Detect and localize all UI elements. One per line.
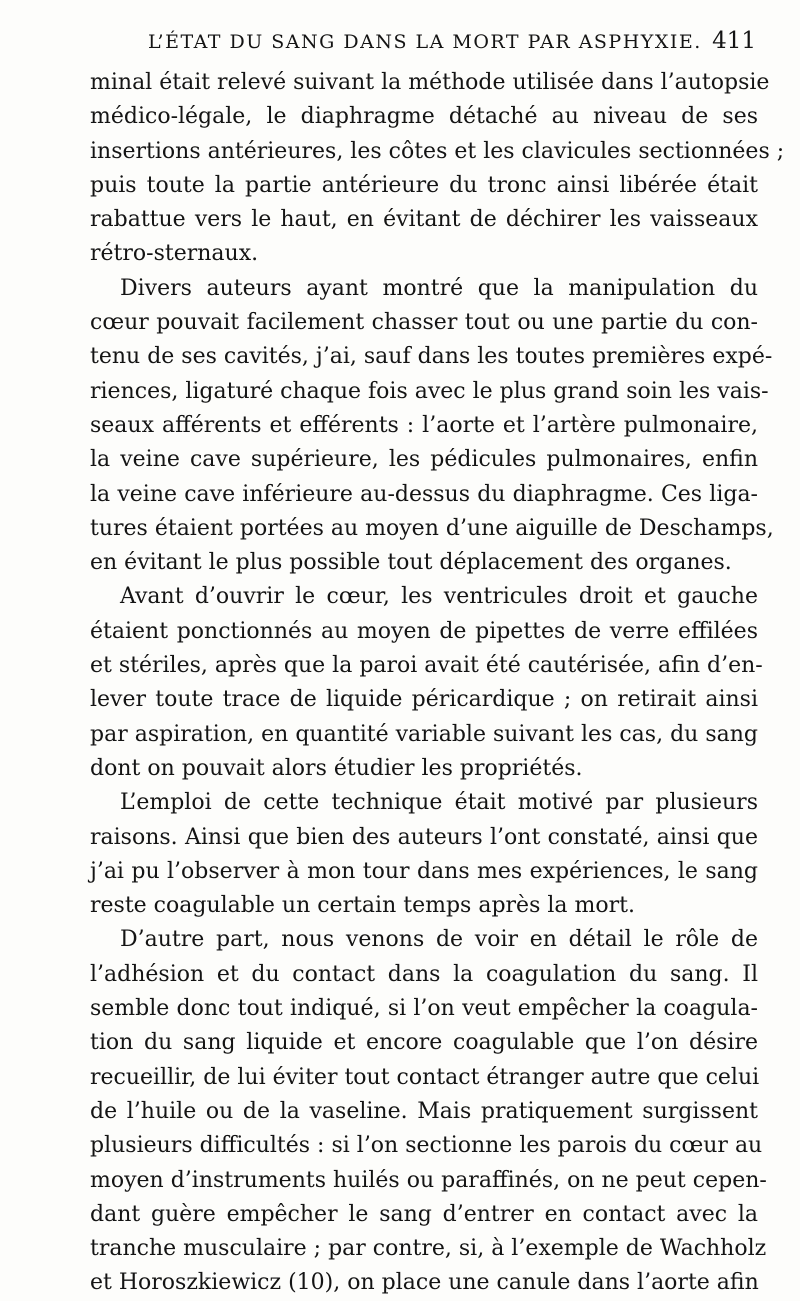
text-line: insertions antérieures, les côtes et les clavicules sectionnées ; (90, 138, 785, 164)
text-line: tranche musculaire ; par contre, si, à l’exemple de Wachholz (90, 1236, 767, 1262)
text-line: recueillir, de lui éviter tout contact étranger autre que celui (90, 1064, 760, 1090)
text-line: médico-légale, le diaphragme détaché au niveau de ses (90, 104, 758, 130)
text-line: Avant d’ouvrir le cœur, les ventricules droit et gauche (120, 584, 758, 610)
paragraph (90, 923, 767, 1300)
text-line: seaux afférents et efférents : l’aorte et l’artère pulmonaire, (90, 412, 758, 438)
text-line: et stériles, après que la paroi avait été cautérisée, afin d’en- (90, 653, 763, 679)
text-line: tures étaient portées au moyen d’une aiguille de Deschamps, (90, 515, 774, 541)
paragraph (90, 272, 774, 581)
text-line: rabattue vers le haut, en évitant de déchirer les vaisseaux (90, 207, 758, 233)
text-line: dant guère empêcher le sang d’entrer en contact avec la (90, 1201, 758, 1227)
text-line: cœur pouvait facilement chasser tout ou une partie du con- (90, 310, 758, 336)
text-line: la veine cave inférieure au-dessus du diaphragme. Ces liga- (90, 481, 758, 507)
text-line: raisons. Ainsi que bien des auteurs l’ont constaté, ainsi que (90, 824, 758, 850)
text-line: L’emploi de cette technique était motivé par plusieurs (120, 790, 758, 816)
text-line: tenu de ses cavités, j’ai, sauf dans les toutes premières expé- (90, 344, 773, 370)
text-line: étaient ponctionnés au moyen de pipettes de verre effilées (90, 618, 758, 644)
text-line: minal était relevé suivant la méthode utilisée dans l’autopsie (90, 70, 770, 95)
page-number: 411 (712, 28, 756, 54)
text-line: la veine cave supérieure, les pédicules pulmonaires, enfin (90, 447, 758, 473)
text-line: par aspiration, en quantité variable suivant les cas, du sang (90, 721, 758, 747)
text-line: en évitant le plus possible tout déplacement des organes. (90, 550, 732, 576)
paragraph (90, 66, 785, 272)
text-line: plusieurs difficultés : si l’on sectionne les parois du cœur au (90, 1133, 763, 1159)
paragraph (90, 580, 763, 786)
text-line: de l’huile ou de la vaseline. Mais pratiquement surgissent (90, 1098, 758, 1124)
body-text (90, 66, 785, 1301)
text-line: j’ai pu l’observer à mon tour dans mes expériences, le sang (90, 858, 758, 884)
text-line: l’adhésion et du contact dans la coagulation du sang. Il (90, 961, 758, 987)
text-line: et Horoszkiewicz (10), on place une canule dans l’aorte afin (90, 1270, 759, 1296)
text-line: lever toute trace de liquide péricardique ; on retirait ainsi (90, 687, 758, 713)
text-line: riences, ligaturé chaque fois avec le plus grand soin les vais- (90, 378, 769, 404)
text-line: puis toute la partie antérieure du tronc ainsi libérée était (90, 172, 758, 198)
running-header (148, 28, 756, 64)
paragraph (90, 786, 758, 923)
text-line: dont on pouvait alors étudier les propriétés. (90, 755, 583, 781)
text-line: D’autre part, nous venons de voir en détail le rôle de (120, 927, 758, 953)
text-line: moyen d’instruments huilés ou paraffinés, on ne peut cepen- (90, 1167, 767, 1193)
text-line: tion du sang liquide et encore coagulable que l’on désire (90, 1030, 758, 1056)
text-line: semble donc tout indiqué, si l’on veut empêcher la coagula- (90, 996, 758, 1022)
text-line: rétro-sternaux. (90, 241, 259, 267)
text-line: Divers auteurs ayant montré que la manipulation du (120, 275, 758, 301)
text-line: reste coagulable un certain temps après la mort. (90, 893, 635, 919)
running-title: L’ÉTAT DU SANG DANS LA MORT PAR ASPHYXIE. (148, 31, 702, 53)
